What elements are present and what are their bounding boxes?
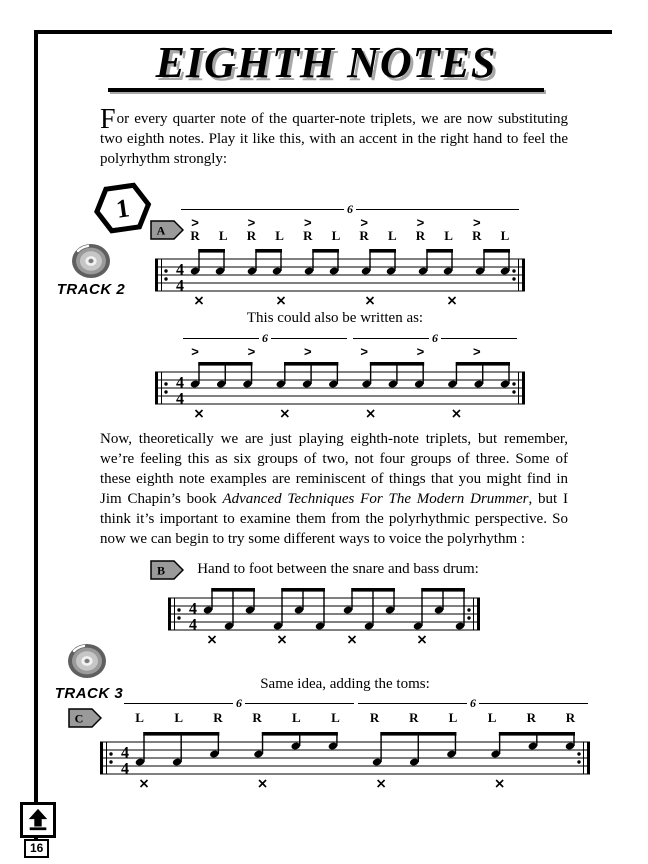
- tuplet-line: [479, 703, 588, 704]
- title-block: [40, 40, 612, 92]
- svg-text:4: 4: [176, 390, 184, 408]
- accent-mark: >: [416, 215, 425, 230]
- accent-mark: >: [473, 344, 481, 359]
- sticking-letter: R: [246, 228, 257, 243]
- tuplet-bracket-a: [181, 203, 519, 215]
- accent-mark: >: [360, 344, 368, 359]
- accent-mark: >: [416, 344, 425, 359]
- sticking-letter: L: [218, 228, 228, 243]
- tuplet-line: [356, 209, 519, 210]
- tuplet-number: 6: [470, 696, 476, 710]
- sticking-letter: R: [415, 228, 426, 243]
- accent-row-a: [181, 216, 519, 229]
- sticking-letter: L: [444, 228, 453, 243]
- tuplet-line: [181, 209, 344, 210]
- accent-mark: [435, 345, 463, 358]
- cd-icon: [66, 642, 108, 685]
- page-border-left: [34, 30, 38, 842]
- marker-c-label: C: [74, 711, 84, 726]
- accent-mark: >: [247, 215, 256, 230]
- tuplet-line: [353, 338, 429, 339]
- drop-cap: F: [100, 104, 116, 135]
- sticking-letter: R: [252, 710, 262, 725]
- sticking-letter: L: [387, 228, 397, 243]
- body-text-1: Now, theoretically we are just playing eighth-note triplets, but remember, we’re feeling this as six groups of two, not four groups of three. Some of these eighth note examples are reminiscent of things that you might find in Jim Chapin’s book: [100, 431, 568, 507]
- accent-mark: >: [473, 215, 481, 230]
- sticking-letter: L: [135, 710, 144, 725]
- accent-mark: >: [191, 344, 199, 359]
- accent-mark: [378, 345, 406, 358]
- tuplet-bracket-r1: [183, 332, 347, 344]
- tuplet-number: 6: [432, 331, 438, 345]
- svg-text:4: 4: [189, 600, 197, 618]
- sticking-letter: L: [291, 710, 301, 725]
- track-2-label: TRACK 2: [56, 281, 126, 298]
- example-number: 1: [114, 193, 132, 224]
- title-underline: [108, 88, 544, 92]
- music-staff-rewrite: [155, 358, 525, 427]
- sticking-letter: R: [565, 710, 576, 725]
- up-arrow-box: [20, 802, 56, 838]
- tuplet-bracket-c2: [358, 697, 588, 709]
- music-staff-b: [168, 584, 480, 653]
- marker-a: [150, 220, 184, 245]
- sticking-letter: L: [174, 710, 184, 725]
- accent-mark: [491, 345, 519, 358]
- svg-text:4: 4: [121, 760, 129, 778]
- accent-mark: >: [303, 215, 312, 230]
- page-border-top: [34, 30, 612, 34]
- tuplet-number: 6: [347, 202, 353, 216]
- tuplet-bracket-c1: [124, 697, 354, 709]
- tuplet-line: [271, 338, 347, 339]
- tuplet-line: [441, 338, 517, 339]
- sticking-letter: L: [275, 228, 284, 243]
- tuplet-line: [183, 338, 259, 339]
- accent-mark: >: [360, 215, 368, 230]
- page-title: EIGHTH NOTES: [155, 38, 497, 87]
- svg-text:4: 4: [189, 616, 197, 634]
- sticking-letter: L: [448, 710, 458, 725]
- sticking-row-a: [181, 229, 519, 242]
- marker-b-label: B: [156, 563, 166, 578]
- tuplet-bracket-r2: [353, 332, 517, 344]
- intro-text: or every quarter note of the quarter-note triplets, we are now substituting two eighth notes. Play it like this, with an accent in the right hand to feel the polyrhythm strongly:: [100, 111, 568, 167]
- sticking-letter: R: [369, 710, 380, 725]
- tuplet-line: [245, 703, 354, 704]
- cd-icon: [70, 242, 112, 285]
- music-staff-a: [155, 245, 525, 314]
- body-paragraph: [100, 430, 568, 550]
- marker-c: [68, 708, 102, 733]
- svg-text:4: 4: [121, 744, 129, 762]
- sticking-letter: L: [331, 710, 340, 725]
- sticking-letter: R: [526, 710, 536, 725]
- tuplet-line: [358, 703, 467, 704]
- up-arrow-icon: [26, 808, 50, 832]
- page-number: 16: [24, 839, 49, 858]
- sticking-letter: R: [409, 710, 419, 725]
- music-staff-c: [100, 728, 590, 797]
- svg-text:4: 4: [176, 277, 184, 295]
- sticking-row-c: [120, 711, 590, 724]
- sticking-letter: R: [472, 228, 482, 243]
- accent-mark: >: [191, 215, 199, 230]
- example-b-caption: Hand to foot between the snare and bass drum:: [197, 561, 479, 577]
- accent-mark: >: [247, 344, 256, 359]
- rewrite-caption: This could also be written as:: [246, 310, 424, 326]
- track-3-label: TRACK 3: [54, 685, 124, 702]
- svg-text:4: 4: [176, 374, 184, 392]
- tuplet-number: 6: [262, 331, 268, 345]
- accent-mark: [209, 345, 237, 358]
- svg-text:4: 4: [176, 261, 184, 279]
- tuplet-line: [124, 703, 233, 704]
- accent-mark: [322, 345, 350, 358]
- sticking-letter: R: [213, 710, 223, 725]
- body-text-2: , but I think it’s important to examine them from the polyrhythmic perspective. So now we can begin to try some different ways to voice the polyrhythm :: [100, 490, 568, 547]
- sticking-letter: L: [331, 228, 341, 243]
- sticking-letter: L: [500, 228, 510, 243]
- sticking-letter: L: [487, 710, 497, 725]
- marker-a-label: A: [156, 223, 166, 238]
- example-c-caption: Same idea, adding the toms:: [260, 676, 430, 692]
- accent-mark: >: [303, 344, 312, 359]
- sticking-letter: R: [359, 228, 369, 243]
- accent-mark: [266, 345, 294, 358]
- sticking-letter: R: [190, 228, 200, 243]
- book-title-italic: Advanced Techniques For The Modern Drummer: [222, 490, 529, 507]
- example-number-badge: [91, 180, 156, 241]
- tuplet-number: 6: [236, 696, 242, 710]
- accent-row-rewrite: [181, 345, 519, 358]
- sticking-letter: R: [303, 228, 313, 243]
- intro-paragraph: [100, 104, 568, 170]
